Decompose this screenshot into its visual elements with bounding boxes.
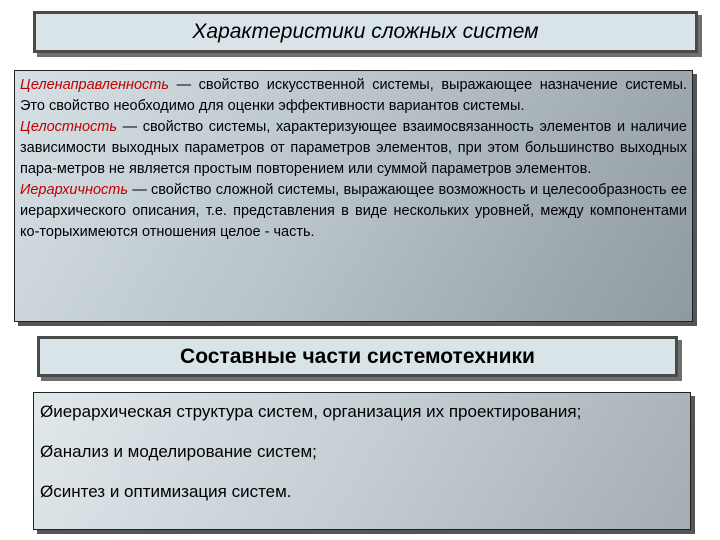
list-item — [40, 441, 684, 462]
term-label: Целенаправленность — [20, 77, 169, 93]
heading-box-components — [37, 336, 678, 377]
list-item — [40, 481, 684, 502]
list-item — [40, 401, 684, 422]
definitions-box — [14, 70, 693, 322]
components-list-box — [33, 392, 691, 530]
definition-paragraph — [20, 180, 687, 243]
term-label: Целостность — [20, 119, 118, 135]
list-item-text: анализ и моделирование систем; — [53, 442, 317, 461]
arrow-bullet-icon: Ø — [40, 482, 54, 501]
arrow-bullet-icon: Ø — [40, 402, 54, 421]
list-item-text: иерархическая структура систем, организация их проектирования; — [53, 402, 582, 421]
heading-components: Составные части системотехники — [180, 344, 535, 368]
heading-characteristics: Характеристики сложных систем — [192, 20, 539, 43]
definition-paragraph — [20, 75, 687, 117]
definition-paragraph — [20, 117, 687, 180]
definition-text: — свойство системы, характеризующее взаимосвязанность элементов и наличие зависимости выходных параметров от параметров элементов, при этом большинство выходных пара-метров не является простым повторением или суммой параметров элементов. — [20, 119, 687, 177]
term-label: Иерархичность — [20, 182, 128, 198]
definition-text: — свойство сложной системы, выражающее возможность и целесообразность ее иерархического описания, т.е. представления в виде нескольких уровней, между компонентами ко-торыхимеются отношения целое - часть. — [20, 182, 687, 240]
definition-text: — свойство искусственной системы, выражающее назначение системы. Это свойство необходимо для оценки эффективности вариантов системы. — [20, 77, 687, 114]
heading-box-characteristics — [33, 11, 698, 53]
arrow-bullet-icon: Ø — [40, 442, 54, 461]
list-item-text: синтез и оптимизация систем. — [53, 482, 292, 501]
